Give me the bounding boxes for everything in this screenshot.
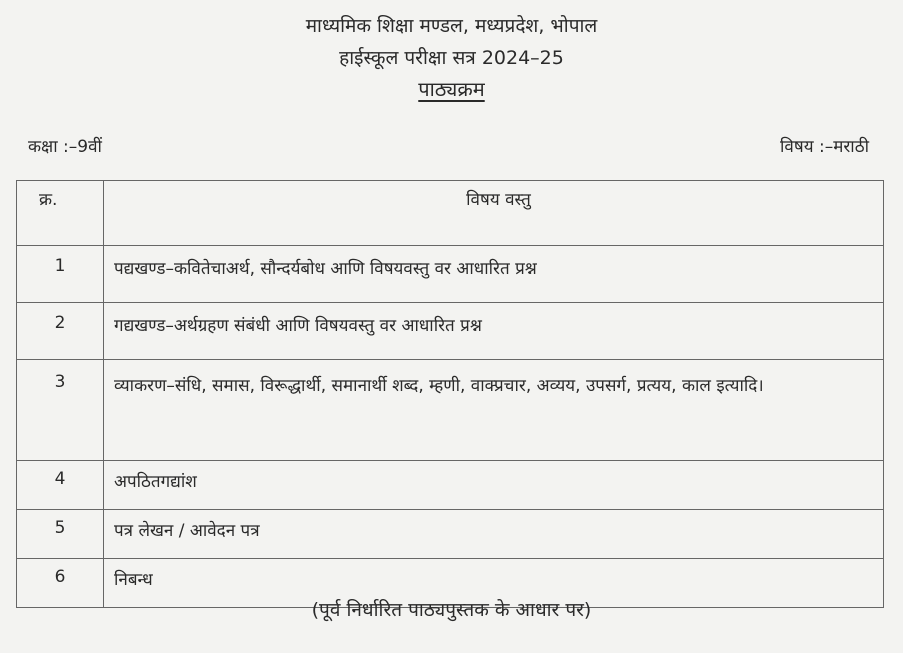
row-number: 5 (17, 510, 104, 559)
table-row (17, 360, 884, 461)
row-number: 2 (17, 303, 104, 360)
class-label: कक्षा :–9वीं (28, 137, 102, 157)
row-text: पत्र लेखन / आवेदन पत्र (104, 510, 884, 559)
board-name: माध्यमिक शिक्षा मण्डल, मध्यप्रदेश, भोपाल (305, 15, 598, 37)
row-text: निबन्ध (104, 559, 884, 608)
row-text: पद्यखण्ड–कवितेचाअर्थ, सौन्दर्यबोध आणि विषयवस्तु वर आधारित प्रश्न (104, 246, 884, 303)
header-serial: क्र. (17, 181, 104, 246)
row-text: गद्यखण्ड–अर्थग्रहण संबंधी आणि विषयवस्तु वर आधारित प्रश्न (104, 303, 884, 360)
row-number: 4 (17, 461, 104, 510)
exam-session: हाईस्कूल परीक्षा सत्र 2024–25 (339, 47, 564, 69)
table-header-row (17, 181, 884, 246)
table-row (17, 246, 884, 303)
row-number: 1 (17, 246, 104, 303)
table-row (17, 461, 884, 510)
row-text: अपठितगद्यांश (104, 461, 884, 510)
syllabus-table (16, 180, 884, 608)
page-title-text: पाठ्यक्रम (418, 77, 485, 101)
page-title (0, 75, 903, 102)
subject-label: विषय :–मराठी (780, 137, 869, 157)
row-number: 6 (17, 559, 104, 608)
footer-note: (पूर्व निर्धारित पाठ्यपुस्तक के आधार पर) (311, 599, 592, 621)
table-row (17, 303, 884, 360)
row-text: व्याकरण–संधि, समास, विरूद्धार्थी, समानार्थी शब्द, म्हणी, वाक्प्रचार, अव्यय, उपसर्ग, प्रत्यय, काल इत्यादि। (104, 360, 884, 461)
header-content: विषय वस्तु (104, 181, 884, 246)
row-number: 3 (17, 360, 104, 461)
table-row (17, 510, 884, 559)
